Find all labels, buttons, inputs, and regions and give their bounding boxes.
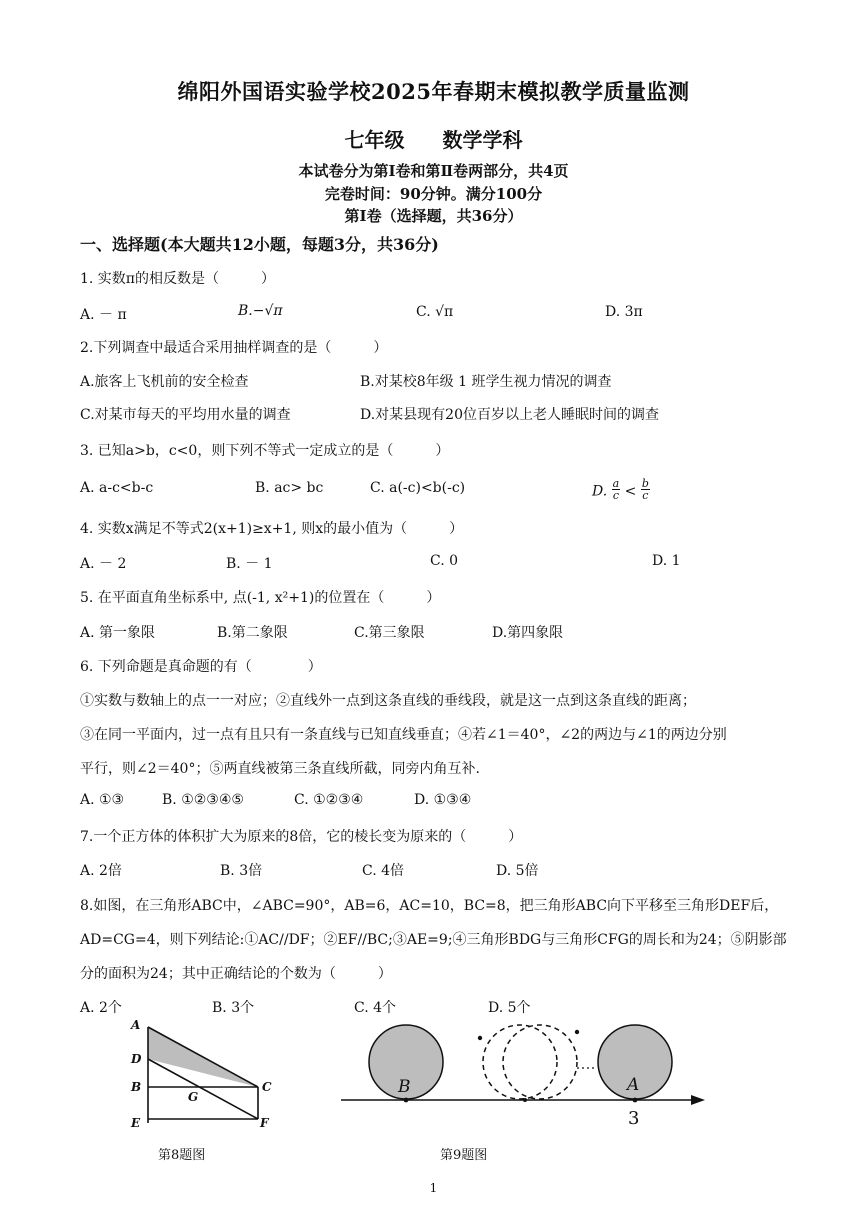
q4-option-d: D. 1	[652, 553, 681, 569]
figure-8-caption: 第8题图	[158, 1148, 206, 1163]
q7-option-a: A. 2倍	[80, 863, 122, 879]
frac-b-den: c	[642, 489, 649, 502]
q6-option-b: B. ①②③④⑤	[162, 792, 244, 808]
frac-b-num: b	[641, 477, 649, 490]
frac-lt: <	[624, 483, 637, 500]
figure-9-arrow	[691, 1095, 705, 1105]
q2-stem: 2.下列调查中最适合采用抽样调查的是（ ）	[80, 340, 388, 356]
figure-8-label-b: B	[131, 1080, 142, 1094]
figure-8-label-f: F	[260, 1116, 269, 1130]
q3-option-d	[592, 477, 650, 503]
exam-info-1: 本试卷分为第Ⅰ卷和第Ⅱ卷两部分，共4页	[298, 162, 569, 180]
q2-option-b: B.对某校8年级 1 班学生视力情况的调查	[360, 374, 612, 390]
figure-9-point-b	[404, 1098, 409, 1103]
q3-option-d-letter: D.	[592, 483, 608, 500]
q3-option-a: A. a-c<b-c	[80, 480, 154, 496]
figure-9-dashed-circle-2	[503, 1025, 577, 1099]
q6-option-a: A. ①③	[80, 792, 125, 808]
grade-subject	[0, 124, 867, 153]
q7-option-d: D. 5倍	[496, 863, 539, 879]
q2-option-a: A.旅客上飞机前的安全检查	[80, 374, 249, 390]
figure-9-contact-point	[523, 1098, 527, 1102]
q6-option-d: D. ①③④	[414, 792, 472, 808]
q1-option-d: D. 3π	[605, 304, 643, 320]
q6-line-3: 平行，则∠2＝40°；⑤两直线被第三条直线所截，同旁内角互补.	[80, 761, 480, 777]
figure-9-label-a: A	[627, 1075, 640, 1095]
figure-9-diagram	[335, 1018, 715, 1130]
q7-option-b: B. 3倍	[220, 863, 263, 879]
exam-info-2: 完卷时间：90分钟。满分100分	[324, 185, 543, 203]
subject-label: 数学学科	[442, 128, 523, 152]
q6-line-2: ③在同一平面内，过一点有且只有一条直线与已知直线垂直；④若∠1＝40°，∠2的两边与∠1的两边分别	[80, 727, 727, 743]
q1-option-a: A. － π	[80, 307, 127, 323]
q8-line-2: AD=CG=4，则下列结论:①AC//DF；②EF//BC;③AE=9;④三角形BDG与三角形CFG的周长和为24；⑤阴影部	[80, 932, 787, 948]
figure-9-label-b: B	[398, 1077, 411, 1097]
q8-option-a: A. 2个	[80, 1000, 122, 1016]
q2-option-d: D.对某县现有20位百岁以上老人睡眠时间的调查	[360, 407, 659, 423]
figure-9-label-3: 3	[628, 1108, 640, 1129]
q3-stem: 3. 已知a>b，c<0，则下列不等式一定成立的是（ ）	[80, 443, 450, 459]
q3-option-c: C. a(-c)<b(-c)	[370, 480, 466, 496]
q6-line-1: ①实数与数轴上的点一一对应；②直线外一点到这条直线的垂线段，就是这一点到这条直线的距离；	[80, 693, 696, 709]
q5-option-c: C.第三象限	[354, 625, 425, 641]
q1-option-c: C. √π	[416, 304, 454, 320]
figure-8-label-c: C	[262, 1080, 272, 1094]
figure-9-point-a	[633, 1098, 638, 1103]
figure-8-label-d: D	[131, 1052, 142, 1066]
q8-option-c: C. 4个	[354, 1000, 397, 1016]
q1-option-b: B.−√π	[238, 303, 283, 319]
q8-option-b: B. 3个	[212, 1000, 255, 1016]
q6-stem: 6. 下列命题是真命题的有（ ）	[80, 659, 322, 675]
q2-option-c: C.对某市每天的平均用水量的调查	[80, 407, 291, 423]
q7-stem: 7.一个正方体的体积扩大为原来的8倍，它的棱长变为原来的（ ）	[80, 829, 523, 845]
exam-info-3: 第Ⅰ卷（选择题，共36分）	[344, 207, 523, 225]
figure-9-point-2	[575, 1030, 579, 1034]
exam-title: 绵阳外国语实验学校2025年春期末模拟教学质量监测	[177, 79, 690, 104]
q6-option-c: C. ①②③④	[294, 792, 364, 808]
q5-stem: 5. 在平面直角坐标系中, 点(-1, x²+1)的位置在（ ）	[80, 590, 441, 606]
figure-8-label-g: G	[188, 1090, 199, 1104]
q4-option-a: A. － 2	[80, 556, 127, 572]
q4-option-b: B. － 1	[226, 556, 273, 572]
grade-label: 七年级	[344, 128, 405, 152]
q8-line-1: 8.如图，在三角形ABC中，∠ABC=90°，AB=6，AC=10，BC=8，把三角形ABC向下平移至三角形DEF后，	[80, 898, 779, 914]
frac-a-num: a	[612, 477, 620, 490]
figure-8-label-a: A	[131, 1018, 141, 1032]
q3-option-b: B. ac> bc	[255, 480, 324, 496]
figure-9-point-1	[478, 1036, 482, 1040]
figure-9-dashed-circle-1	[483, 1025, 557, 1099]
q4-option-c: C. 0	[430, 553, 459, 569]
q7-option-c: C. 4倍	[362, 863, 405, 879]
frac-a-den: c	[612, 489, 619, 502]
figure-8-label-e: E	[131, 1116, 141, 1130]
q5-option-a: A. 第一象限	[80, 625, 156, 641]
figure-8-diagram	[120, 1015, 290, 1135]
q5-option-d: D.第四象限	[492, 625, 564, 641]
figure-9-caption: 第9题图	[440, 1148, 488, 1163]
q4-stem: 4. 实数x满足不等式2(x+1)≥x+1, 则x的最小值为（ ）	[80, 521, 464, 537]
section-heading: 一、选择题(本大题共12小题，每题3分，共36分)	[80, 235, 439, 254]
q8-line-3: 分的面积为24；其中正确结论的个数为（ ）	[80, 966, 392, 982]
q5-option-b: B.第二象限	[217, 625, 288, 641]
q8-option-d: D. 5个	[488, 1000, 531, 1016]
q1-stem: 1. 实数π的相反数是（ ）	[80, 271, 276, 287]
page-number: 1	[429, 1181, 438, 1195]
